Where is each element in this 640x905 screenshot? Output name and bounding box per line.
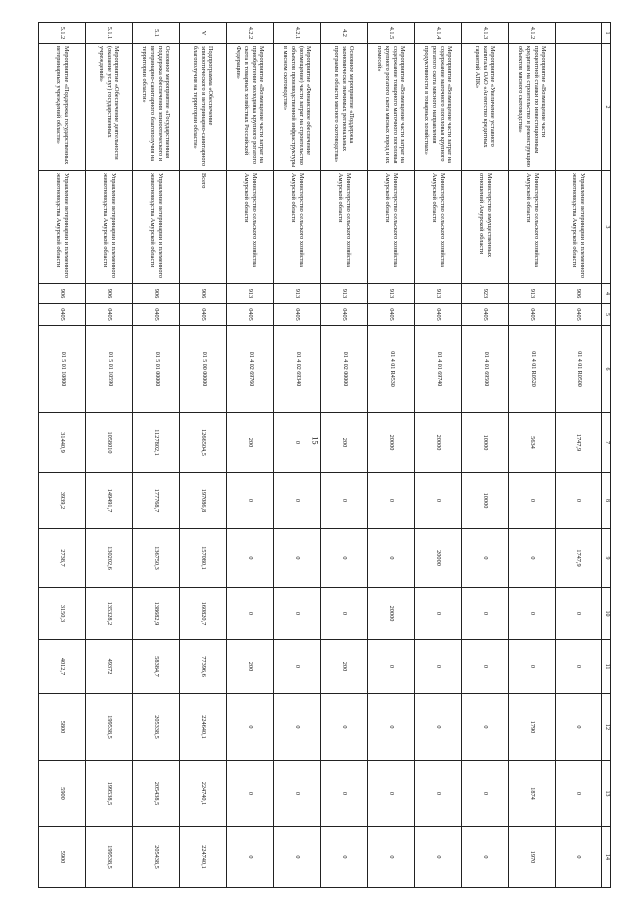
budget-table-container: [38, 22, 611, 887]
section-code-cell: 0405: [274, 304, 321, 326]
year-2016-cell: 138682,9: [133, 588, 180, 640]
year-2014-cell: 0: [556, 473, 602, 529]
year-2020-cell: 224740,1: [180, 827, 227, 888]
year-2020-cell: 0: [368, 827, 415, 888]
year-2017-cell: 0: [415, 640, 462, 694]
year-2015-cell: 130202,6: [86, 529, 133, 588]
row-number-cell: 5.1.2: [39, 23, 86, 44]
activity-name-cell: Мероприятие «Финансовое обеспечение (возмещение) части затрат на строительство объектов производственной инфраструктуры в мясном скотоводстве»: [274, 44, 321, 171]
total-cell: 5634: [509, 413, 556, 473]
table-row: [39, 23, 86, 888]
year-2019-cell: 224740,1: [180, 761, 227, 827]
year-2019-cell: 0: [368, 761, 415, 827]
year-2019-cell: 0: [462, 761, 509, 827]
section-code-cell: 0405: [86, 304, 133, 326]
total-cell: 1747,9: [556, 413, 602, 473]
row-number-cell: 4.1.4: [415, 23, 462, 44]
grbs-code-cell: 913: [321, 284, 368, 304]
year-2014-cell: 177768,7: [133, 473, 180, 529]
year-2018-cell: 205338,5: [133, 694, 180, 761]
activity-name-cell: Мероприятие «Возмещение части процентной ставки по инвестиционным кредитам на строительство и реконструкцию объектов мясного скотоводства»: [509, 44, 556, 171]
total-cell: 20000: [368, 413, 415, 473]
target-article-cell: 01 5 00 00000: [180, 326, 227, 413]
year-2016-cell: 0: [556, 588, 602, 640]
responsible-executor-cell: Управление ветеринарии и племенного животноводства Амурской области: [133, 171, 180, 284]
year-2018-cell: 0: [227, 694, 274, 761]
year-2016-cell: 0: [227, 588, 274, 640]
activity-name-cell: [556, 44, 602, 171]
year-2017-cell: 58384,7: [133, 640, 180, 694]
target-article-cell: 01 4 01 R0520: [509, 326, 556, 413]
year-2017-cell: 77396,6: [180, 640, 227, 694]
table-row: [227, 23, 274, 888]
section-code-cell: 0405: [368, 304, 415, 326]
table-row: [133, 23, 180, 888]
year-2018-cell: 0: [415, 694, 462, 761]
activity-name-cell: Мероприятие «Увеличение уставного капитала ОАО «Агентство кредитных гарантий АПК»: [462, 44, 509, 171]
row-number-cell: 4.2.1: [274, 23, 321, 44]
year-2020-cell: 0: [227, 827, 274, 888]
table-row: [321, 23, 368, 888]
activity-name-cell: Подпрограмма «Обеспечение эпизоотического и ветеринарно-санитарного благополучия на территории области»: [180, 44, 227, 171]
target-article-cell: 01 5 01 10800: [39, 326, 86, 413]
activity-name-cell: Мероприятие «Обеспечение деятельности (оказание услуг) государственных учреждений»: [86, 44, 133, 171]
year-2018-cell: 0: [556, 694, 602, 761]
row-number-cell: 4.1.3: [462, 23, 509, 44]
target-article-cell: 01 4 01 R0500: [556, 326, 602, 413]
target-article-cell: 01 4 02 69340: [274, 326, 321, 413]
year-2020-cell: 1970: [509, 827, 556, 888]
grbs-code-cell: 913: [415, 284, 462, 304]
total-cell: 1058010: [86, 413, 133, 473]
grbs-code-cell: 906: [133, 284, 180, 304]
year-2016-cell: 160820,7: [180, 588, 227, 640]
target-article-cell: 01 4 02 00000: [321, 326, 368, 413]
grbs-code-cell: 913: [368, 284, 415, 304]
year-2018-cell: 0: [462, 694, 509, 761]
section-code-cell: 0405: [227, 304, 274, 326]
section-code-cell: 0405: [321, 304, 368, 326]
responsible-executor-cell: Министерство сельского хозяйства Амурской области: [415, 171, 462, 284]
section-code-cell: 0405: [133, 304, 180, 326]
year-2019-cell: 0: [415, 761, 462, 827]
section-code-cell: 0405: [556, 304, 602, 326]
year-2014-cell: 0: [368, 473, 415, 529]
year-2015-cell: 20000: [415, 529, 462, 588]
responsible-executor-cell: Министерство имущественных отношений Амурской области: [462, 171, 509, 284]
year-2016-cell: 135328,2: [86, 588, 133, 640]
year-2015-cell: 0: [321, 529, 368, 588]
activity-name-cell: Мероприятие «Возмещение части затрат на содержание маточного поголовья крупного рогатого скота мясного направления продуктивности в товарных хозяйствах»: [415, 44, 462, 171]
year-2015-cell: 1747,9: [556, 529, 602, 588]
year-2018-cell: 5800: [39, 694, 86, 761]
year-2015-cell: 2738,7: [39, 529, 86, 588]
target-article-cell: 01 5 01 10590: [86, 326, 133, 413]
year-2016-cell: 0: [415, 588, 462, 640]
total-cell: 10000: [462, 413, 509, 473]
activity-name-cell: Мероприятие «Возмещение части затрат на приобретение молодняка крупного рогатого скота в товарных хозяйствах Российской Федерации»: [227, 44, 274, 171]
year-2020-cell: 0: [321, 827, 368, 888]
column-header-14: 14: [602, 827, 611, 888]
responsible-executor-cell: Управление ветеринарии и племенного животноводства Амурской области: [556, 171, 602, 284]
year-2019-cell: 1874: [509, 761, 556, 827]
grbs-code-cell: 913: [274, 284, 321, 304]
table-row: [368, 23, 415, 888]
year-2020-cell: 205438,5: [133, 827, 180, 888]
year-2017-cell: 200: [321, 640, 368, 694]
section-code-cell: 0405: [509, 304, 556, 326]
column-header-4: 4: [602, 284, 611, 304]
year-2017-cell: 49372: [86, 640, 133, 694]
column-header-10: 10: [602, 588, 611, 640]
table-row: [415, 23, 462, 888]
total-cell: 20000: [415, 413, 462, 473]
budget-table: [38, 22, 611, 888]
target-article-cell: 01 4 02 69760: [227, 326, 274, 413]
responsible-executor-cell: Министерство сельского хозяйства Амурской области: [321, 171, 368, 284]
year-2015-cell: 0: [368, 529, 415, 588]
year-2017-cell: 0: [509, 640, 556, 694]
table-row: [556, 23, 602, 888]
year-2017-cell: 4012,7: [39, 640, 86, 694]
table-row: [274, 23, 321, 888]
responsible-executor-cell: Министерство сельского хозяйства Амурской области: [509, 171, 556, 284]
year-2018-cell: 0: [274, 694, 321, 761]
year-2019-cell: 205438,5: [133, 761, 180, 827]
grbs-code-cell: 906: [39, 284, 86, 304]
year-2017-cell: 0: [368, 640, 415, 694]
column-header-9: 9: [602, 529, 611, 588]
column-header-12: 12: [602, 694, 611, 761]
year-2019-cell: 5900: [39, 761, 86, 827]
year-2017-cell: 0: [274, 640, 321, 694]
year-2014-cell: 3939,2: [39, 473, 86, 529]
responsible-executor-cell: Министерство сельского хозяйства Амурской области: [227, 171, 274, 284]
row-number-cell: 4.1.5: [368, 23, 415, 44]
year-2014-cell: 197086,8: [180, 473, 227, 529]
total-cell: 1266504,5: [180, 413, 227, 473]
year-2016-cell: 0: [462, 588, 509, 640]
section-code-cell: 0405: [180, 304, 227, 326]
year-2019-cell: 0: [274, 761, 321, 827]
table-row: [86, 23, 133, 888]
year-2019-cell: 0: [321, 761, 368, 827]
total-cell: 200: [321, 413, 368, 473]
year-2016-cell: 3150,3: [39, 588, 86, 640]
year-2018-cell: 1790: [509, 694, 556, 761]
total-cell: 31440,9: [39, 413, 86, 473]
column-number-header: [602, 23, 611, 888]
row-number-cell: 5.1: [133, 23, 180, 44]
total-cell: 0: [274, 413, 321, 473]
year-2014-cell: 0: [227, 473, 274, 529]
grbs-code-cell: 913: [509, 284, 556, 304]
column-header-3: 3: [602, 171, 611, 284]
year-2015-cell: 0: [462, 529, 509, 588]
year-2015-cell: 0: [227, 529, 274, 588]
column-header-1: 1: [602, 23, 611, 44]
year-2017-cell: 0: [556, 640, 602, 694]
year-2015-cell: 0: [509, 529, 556, 588]
year-2019-cell: 0: [227, 761, 274, 827]
table-row: [462, 23, 509, 888]
year-2020-cell: 0: [462, 827, 509, 888]
year-2018-cell: 224640,1: [180, 694, 227, 761]
activity-name-cell: Мероприятие «Возмещение части затрат на содержание товарного маточного поголовья крупного рогатого скота мясных пород и их помесей»: [368, 44, 415, 171]
activity-name-cell: Основное мероприятие «Государственная поддержка обеспечения эпизоотического и ветеринарно-санитарного благополучия на территории области»: [133, 44, 180, 171]
section-code-cell: 0405: [462, 304, 509, 326]
grbs-code-cell: 923: [462, 284, 509, 304]
year-2017-cell: 200: [227, 640, 274, 694]
section-code-cell: 0405: [39, 304, 86, 326]
grbs-code-cell: 906: [86, 284, 133, 304]
activity-name-cell: Мероприятие «Поддержка государственных ветеринарных учреждений области»: [39, 44, 86, 171]
grbs-code-cell: 906: [556, 284, 602, 304]
year-2018-cell: 199538,5: [86, 694, 133, 761]
grbs-code-cell: 906: [180, 284, 227, 304]
year-2020-cell: 0: [415, 827, 462, 888]
year-2020-cell: 0: [556, 827, 602, 888]
target-article-cell: 01 5 01 00000: [133, 326, 180, 413]
year-2018-cell: 0: [368, 694, 415, 761]
column-header-11: 11: [602, 640, 611, 694]
total-cell: 200: [227, 413, 274, 473]
year-2016-cell: 20000: [368, 588, 415, 640]
responsible-executor-cell: Министерство сельского хозяйства Амурской области: [274, 171, 321, 284]
year-2019-cell: 0: [556, 761, 602, 827]
column-header-13: 13: [602, 761, 611, 827]
year-2014-cell: 0: [509, 473, 556, 529]
column-header-5: 5: [602, 304, 611, 326]
row-number-cell: 4.1.2: [509, 23, 556, 44]
column-header-7: 7: [602, 413, 611, 473]
year-2020-cell: 0: [274, 827, 321, 888]
section-code-cell: 0405: [415, 304, 462, 326]
row-number-cell: 4.2.2: [227, 23, 274, 44]
target-article-cell: 01 4 01 R4530: [368, 326, 415, 413]
row-number-cell: 5.1.1: [86, 23, 133, 44]
responsible-executor-cell: Министерство сельского хозяйства Амурской области: [368, 171, 415, 284]
responsible-executor-cell: Управление ветеринарии и племенного животноводства Амурской области: [86, 171, 133, 284]
year-2014-cell: 0: [415, 473, 462, 529]
row-number-cell: 4.2: [321, 23, 368, 44]
year-2015-cell: 136750,3: [133, 529, 180, 588]
table-row: [180, 23, 227, 888]
column-header-2: 2: [602, 44, 611, 171]
row-number-cell: [556, 23, 602, 44]
year-2017-cell: 0: [462, 640, 509, 694]
year-2016-cell: 0: [321, 588, 368, 640]
target-article-cell: 01 4 01 69500: [462, 326, 509, 413]
year-2014-cell: 0: [274, 473, 321, 529]
year-2014-cell: 10000: [462, 473, 509, 529]
year-2015-cell: 0: [274, 529, 321, 588]
year-2020-cell: 5900: [39, 827, 86, 888]
page-number: 15: [310, 436, 320, 445]
year-2016-cell: 0: [274, 588, 321, 640]
column-header-8: 8: [602, 473, 611, 529]
total-cell: 1127802,1: [133, 413, 180, 473]
year-2014-cell: 0: [321, 473, 368, 529]
year-2014-cell: 149491,7: [86, 473, 133, 529]
year-2019-cell: 199538,5: [86, 761, 133, 827]
column-header-6: 6: [602, 326, 611, 413]
table-row: [509, 23, 556, 888]
year-2020-cell: 199538,5: [86, 827, 133, 888]
responsible-executor-cell: Всего: [180, 171, 227, 284]
year-2015-cell: 157080,1: [180, 529, 227, 588]
activity-name-cell: Основное мероприятие «Поддержка экономически значимых региональных программ в области мясного скотоводства»: [321, 44, 368, 171]
row-number-cell: V: [180, 23, 227, 44]
year-2016-cell: 0: [509, 588, 556, 640]
target-article-cell: 01 4 01 69740: [415, 326, 462, 413]
grbs-code-cell: 913: [227, 284, 274, 304]
responsible-executor-cell: Управление ветеринарии и племенного животноводства Амурской области: [39, 171, 86, 284]
year-2018-cell: 0: [321, 694, 368, 761]
